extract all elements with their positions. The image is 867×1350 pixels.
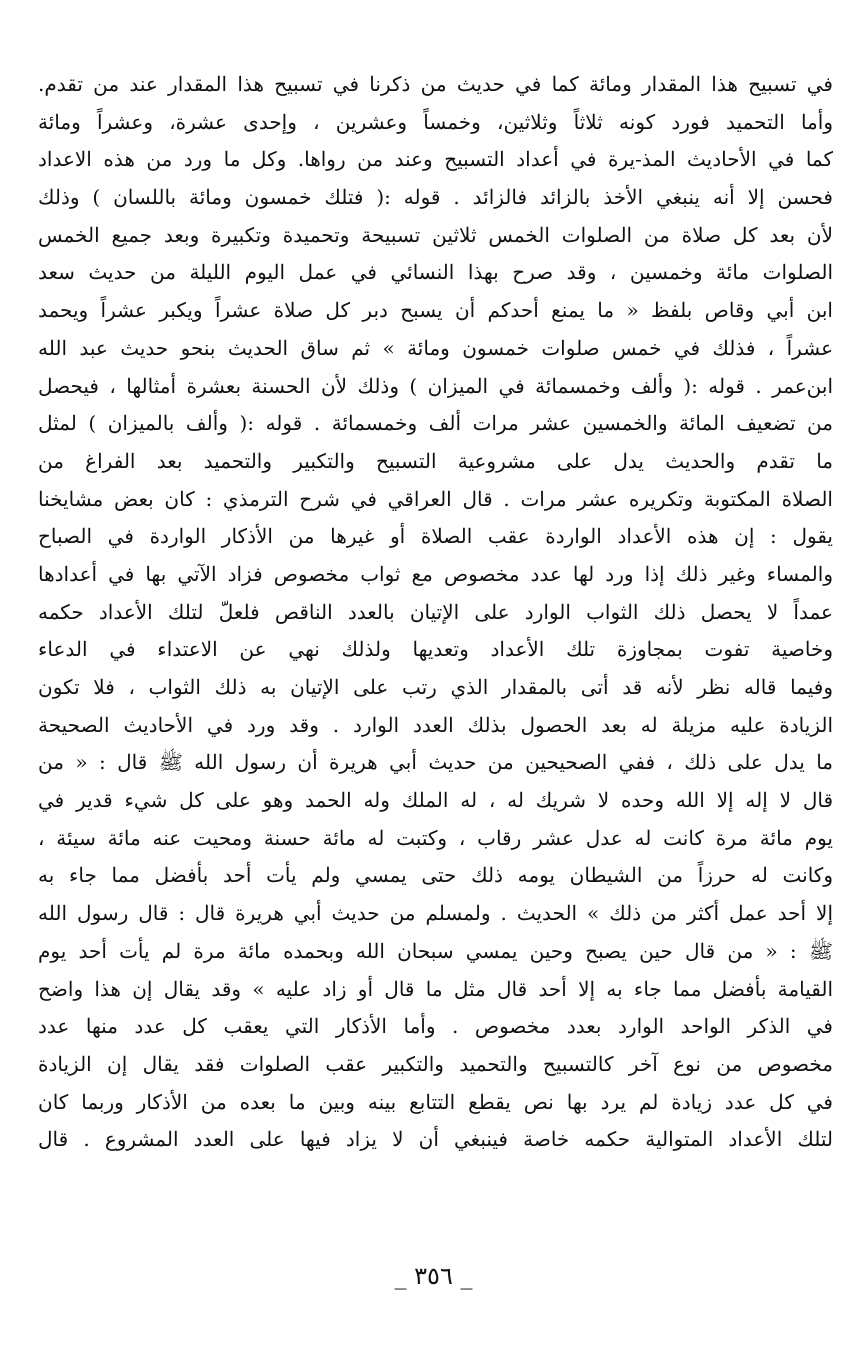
text-line: يوم مائة مرة كانت له عدل عشر رقاب ، وكتبت له مائة حسنة ومحيت عنه مائة سيئة ، [38, 825, 833, 850]
text-line: قال لا إله إلا الله وحده لا شريك له ، له الملك وله الحمد وهو على كل شيء قدير في [38, 788, 833, 813]
text-line: عمداً لا يحصل ذلك الثواب الوارد على الإتيان بالعدد الناقص فلعلّ لتلك الأعداد حكمه [38, 599, 833, 624]
text-line: كما في الأحاديث المذ-يرة في أعداد التسبيح وعند من رواها. وكل ما ورد من هذه الاعداد [38, 147, 833, 172]
text-line: ما تقدم والحديث يدل على مشروعية التسبيح والتكبير والتحميد بعد الفراغ من [38, 448, 833, 473]
text-line: الصلوات مائة وخمسين ، وقد صرح بهذا النسائي في عمل اليوم الليلة من حديث سعد [38, 260, 833, 285]
text-line: إلا أحد عمل أكثر من ذلك » الحديث . ولمسلم من حديث أبي هريرة قال : قال رسول الله [38, 901, 833, 926]
text-line: والمساء وغير ذلك إذا ورد لها عدد مخصوص مع ثواب مخصوص فزاد الآتي بها في أعدادها [38, 561, 833, 586]
text-line: ما يدل على ذلك ، ففي الصحيحين من حديث أبي هريرة أن رسول الله ﷺ قال : « من [38, 750, 833, 775]
text-line: عشراً ، فذلك في خمس صلوات خمسون ومائة » ثم ساق الحديث بنحو حديث عبد الله [38, 335, 833, 360]
text-line: لأن بعد كل صلاة من الصلوات الخمس ثلاثين تسبيحة وتحميدة وتكبيرة وبعد جميع الخمس [38, 222, 833, 247]
text-line: وكانت له حرزاً من الشيطان يومه ذلك حتى يمسي ولم يأت أحد بأفضل مما جاء به [38, 863, 833, 888]
text-line: فحسن إلا أنه ينبغي الأخذ بالزائد فالزائد . قوله :( فتلك خمسون ومائة باللسان ) وذلك [38, 185, 833, 210]
text-line: الزيادة عليه مزيلة له بعد الحصول بذلك العدد الوارد . وقد ورد في الأحاديث الصحيحة [38, 712, 833, 737]
text-line: في الذكر الواحد الوارد بعدد مخصوص . وأما الأذكار التي يعقب كل عدد منها عدد [38, 1014, 833, 1039]
text-line: وخاصية تفوت بمجاوزة تلك الأعداد وتعديها ولذلك نهي عن الاعتداء في الدعاء [38, 637, 833, 662]
text-line: ابن‌عمر . قوله :( وألف وخمسمائة في الميزان ) وذلك لأن الحسنة بعشرة أمثالها ، فيحصل [38, 373, 833, 398]
text-line: ابن أبي وقاص بلفظ « ما يمنع أحدكم أن يسبح دبر كل صلاة عشراً ويكبر عشراً ويحمد [38, 298, 833, 323]
text-line: وأما التحميد فورد كونه ثلاثاً وثلاثين، وخمساً وعشرين ، وإحدى عشرة، وعشراً ومائة [38, 109, 833, 134]
text-line: ﷺ : « من قال حين يصبح وحين يمسي سبحان الله وبحمده مائة مرة لم يأت أحد يوم [38, 938, 833, 963]
text-line: وفيما قاله نظر لأنه قد أتى بالمقدار الذي رتب على الإتيان به ذلك الثواب ، فلا تكون [38, 675, 833, 699]
text-line: القيامة بأفضل مما جاء به إلا أحد قال مثل ما قال أو زاد عليه » وقد يقال إن هذا واضح [38, 976, 833, 1001]
body-text [38, 66, 833, 1159]
text-line: لتلك الأعداد المتوالية حكمه خاصة فينبغي أن لا يزاد فيها على العدد المشروع . قال [38, 1127, 833, 1152]
text-line: في تسبيح هذا المقدار ومائة كما في حديث من ذكرنا في تسبيح هذا المقدار عند من تقدم. [38, 72, 833, 96]
text-line: مخصوص من نوع آخر كالتسبيح والتحميد والتكبير عقب الصلوات فقد يقال إن الزيادة [38, 1051, 833, 1076]
page-number: _ ٣٥٦ _ [394, 1262, 473, 1290]
text-line: الصلاة المكتوبة وتكريره عشر مرات . قال العراقي في شرح الترمذي : كان بعض مشايخنا [38, 486, 833, 511]
text-line: يقول : إن هذه الأعداد الواردة عقب الصلاة أو غيرها من الأذكار الواردة في الصباح [38, 524, 833, 549]
text-line: في كل عدد زيادة لم يرد بها نص يقطع التتابع بينه وبين ما بعده من الأذكار وربما كان [38, 1089, 833, 1114]
text-line: من تضعيف المائة والخمسين عشر مرات ألف وخمسمائة . قوله :( وألف بالميزان ) لمثل [38, 411, 833, 436]
